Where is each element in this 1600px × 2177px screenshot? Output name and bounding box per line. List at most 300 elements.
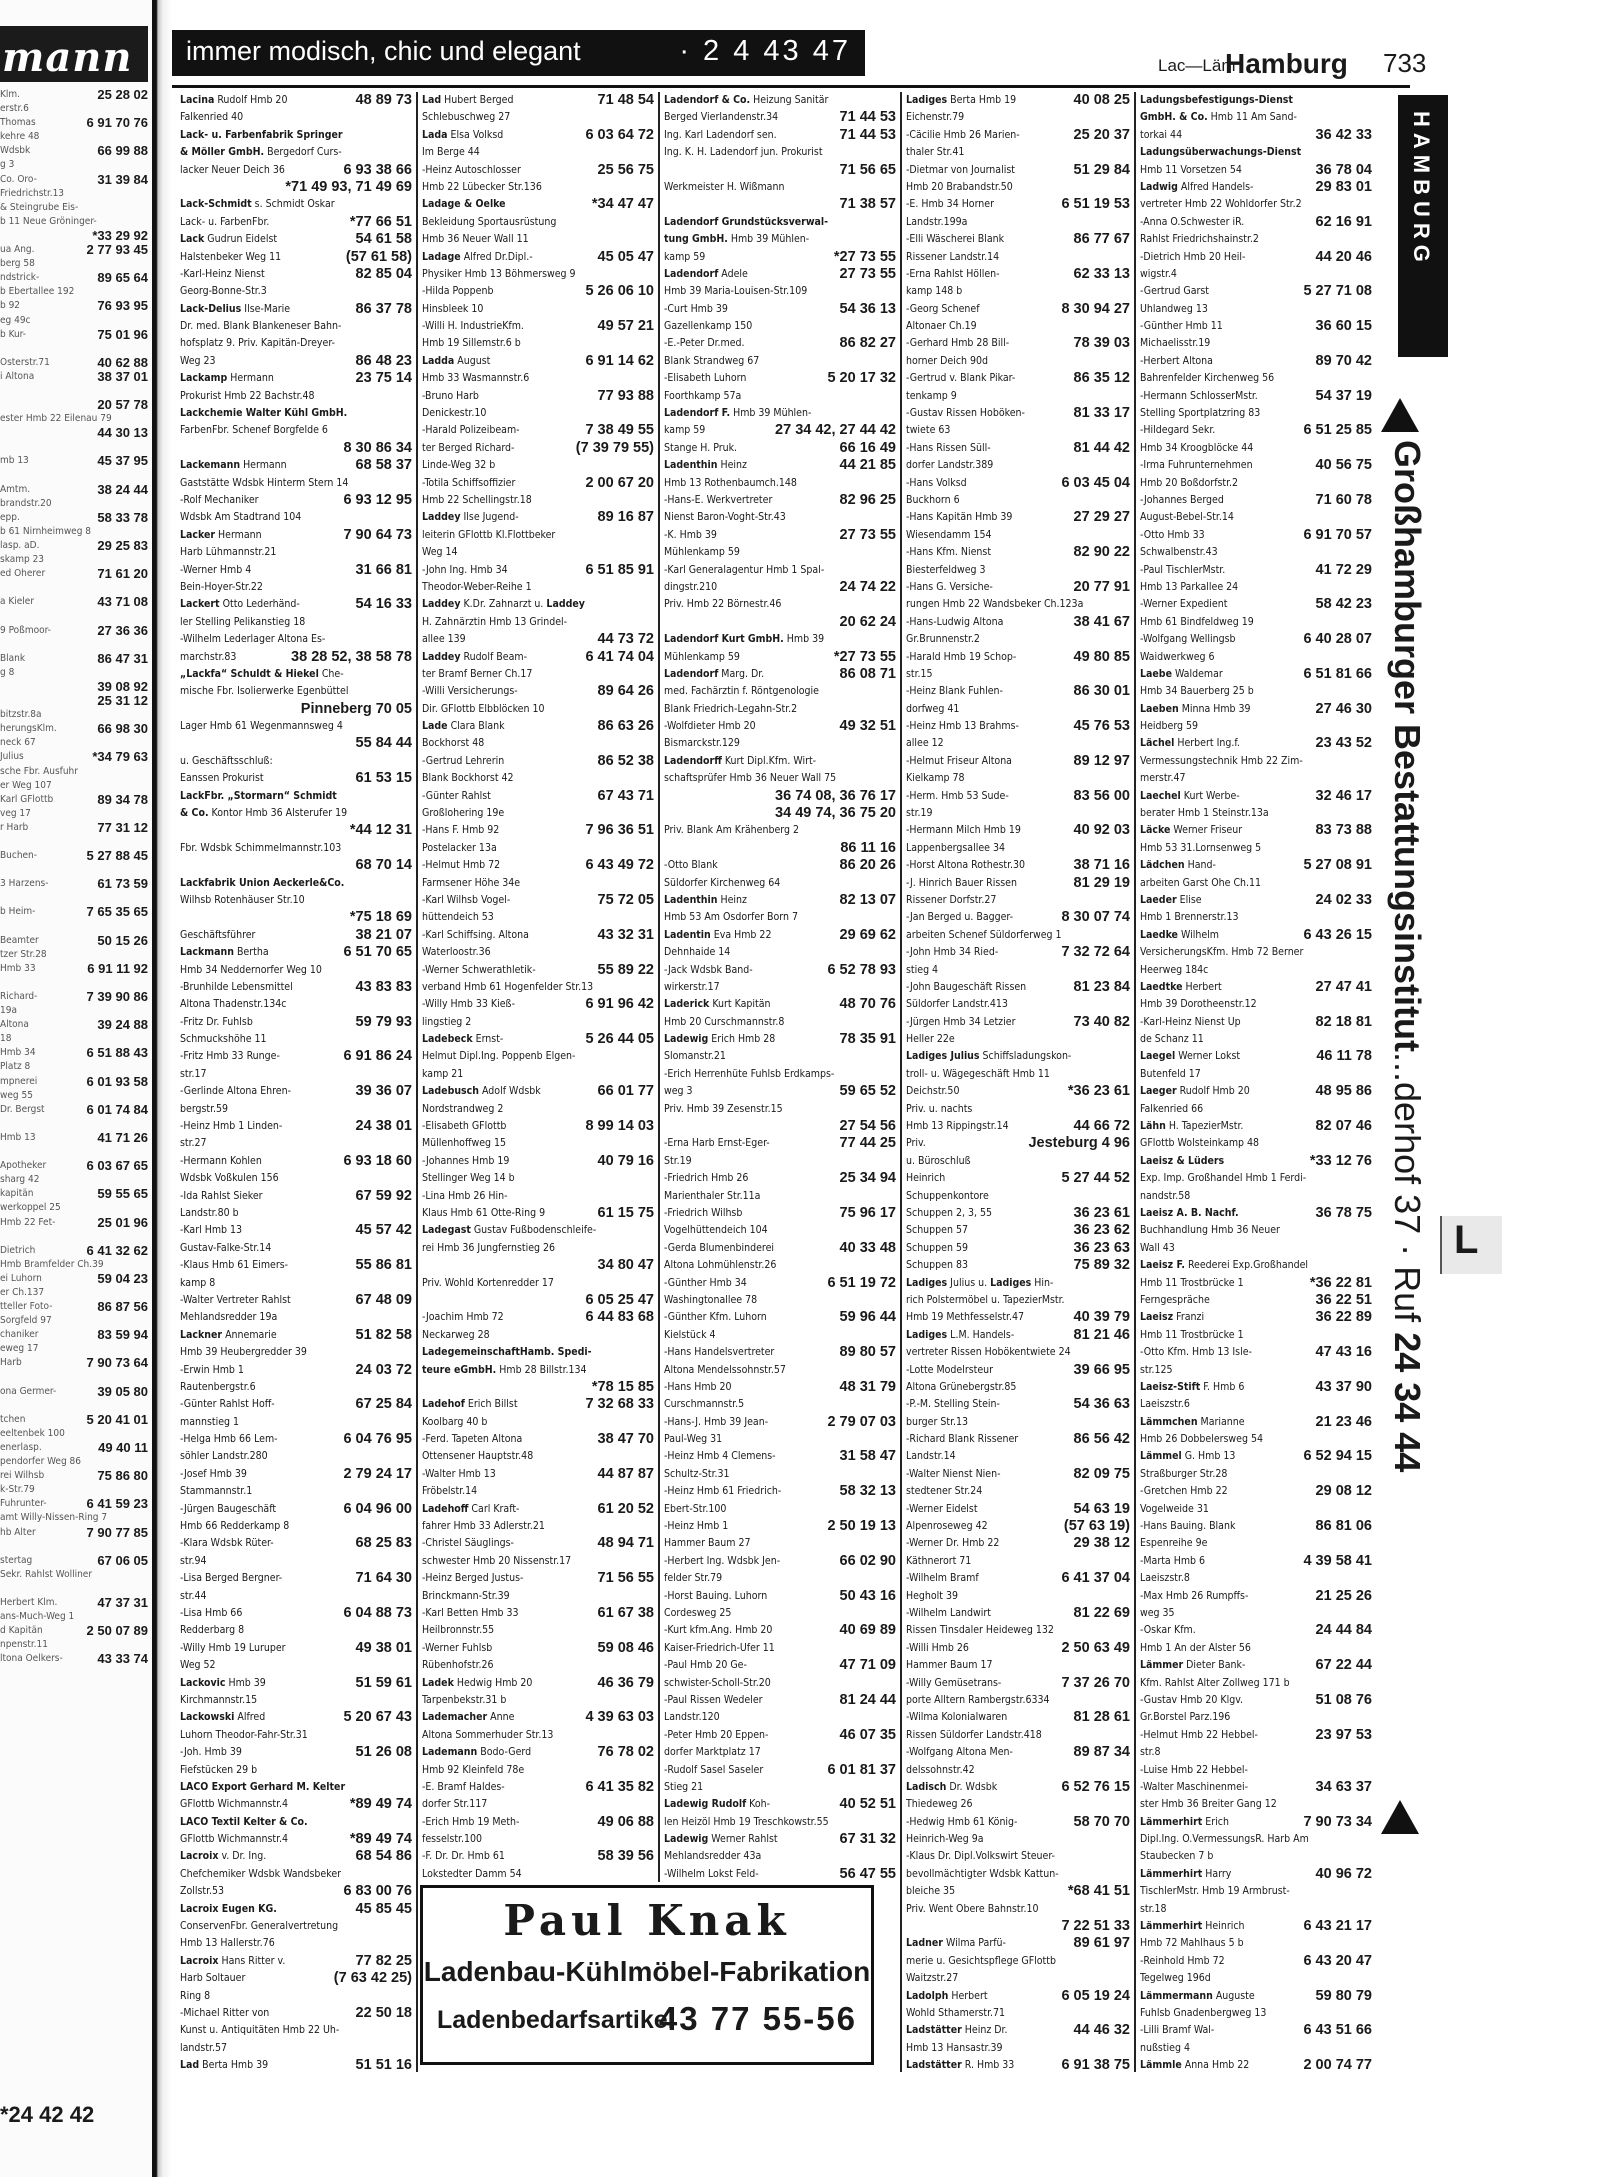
entry-text: Lacroix Eugen KG. [180, 1902, 277, 1915]
entry-phone-number: 40 52 51 [837, 1796, 896, 1813]
left-entry-text: Osterstr.71 [0, 356, 50, 368]
entry-phone-number: 54 36 63 [1071, 1396, 1130, 1413]
left-page-entry [0, 595, 148, 609]
left-page-entry [0, 1328, 148, 1342]
entry-text: Schuppenkontore [906, 1189, 989, 1202]
left-page-entry [0, 1427, 148, 1441]
left-page-entry [0, 102, 148, 116]
directory-entry [178, 1901, 414, 1918]
directory-entry [420, 335, 656, 352]
directory-entry [904, 962, 1132, 979]
entry-phone-number: 4 39 58 41 [1300, 1553, 1372, 1570]
entry-text: Wdsbk Voßkulen 156 [180, 1172, 279, 1185]
entry-text: -Günther Hmb 34 [664, 1276, 747, 1289]
entry-text: -Karl-Heinz Nienst Up [1140, 1015, 1241, 1028]
directory-entry [1138, 1031, 1374, 1048]
directory-entry [1138, 388, 1374, 405]
entry-text: -Günter Rahlst [422, 789, 491, 802]
entry-text: -Otto Hmb 33 [1140, 528, 1205, 541]
left-page-entry [0, 1187, 148, 1201]
left-page-banner [0, 26, 148, 82]
left-page-entry [0, 1018, 148, 1032]
entry-phone-number: 6 41 74 04 [582, 649, 654, 666]
entry-phone-number: 6 41 35 82 [582, 1779, 654, 1796]
directory-entry [1138, 1831, 1374, 1848]
entry-text: Hmb 13 Parkallee 24 [1140, 580, 1239, 593]
entry-text: Ferngespräche [1140, 1293, 1210, 1306]
entry-phone-number: 67 22 44 [1313, 1657, 1372, 1674]
entry-phone-number: 68 70 14 [353, 857, 412, 874]
entry-text: Hmb 20 Curschmannstr.8 [664, 1015, 785, 1028]
entry-text: Espenreihe 9e [1140, 1537, 1208, 1550]
entry-text: Hmb 11 Trostbrücke 1 [1140, 1276, 1244, 1289]
directory-entry [662, 1135, 898, 1152]
directory-entry [662, 562, 898, 579]
entry-text: landstr.57 [180, 2041, 227, 2054]
directory-entry [420, 1135, 656, 1152]
directory-entry [1138, 1379, 1374, 1396]
directory-entry [178, 892, 414, 909]
left-page-entry [0, 680, 148, 694]
directory-entry [420, 440, 656, 457]
directory-entry [178, 509, 414, 526]
entry-text: -Elisabeth GFlottb [422, 1120, 507, 1133]
column-divider [416, 92, 418, 2072]
entry-phone-number: 86 11 16 [837, 840, 896, 857]
directory-entry [1138, 909, 1374, 926]
directory-entry [178, 318, 414, 335]
entry-text: -Fritz Dr. Fuhlsb [180, 1015, 253, 1028]
directory-entry [662, 353, 898, 370]
entry-text: -Ida Rahlst Sieker [180, 1189, 263, 1202]
directory-entry [662, 1362, 898, 1379]
directory-entry [662, 909, 898, 926]
left-page-entry [0, 722, 148, 736]
entry-phone-number: 71 44 53 [837, 127, 896, 144]
directory-entry [662, 927, 898, 944]
entry-phone-number: 6 52 76 15 [1058, 1779, 1130, 1796]
directory-entry [662, 405, 898, 422]
entry-phone-number: 48 95 86 [1313, 1083, 1372, 1100]
entry-text: Fbr. Wdsbk Schimmelmannstr.103 [180, 841, 342, 854]
entry-text: Laebe Waldemar [1140, 667, 1223, 680]
directory-entry [178, 1396, 414, 1413]
left-entry-text: neck 67 [0, 737, 36, 749]
entry-phone-number: (7 39 79 55) [573, 440, 654, 457]
entry-phone-number: 6 05 19 24 [1058, 1988, 1130, 2005]
entry-text: Ring 8 [180, 1989, 211, 2002]
entry-phone-number: 6 43 26 15 [1300, 927, 1372, 944]
directory-entry [904, 1692, 1132, 1709]
left-entry-text: ed Oherer [0, 568, 46, 580]
left-page-entry [0, 1089, 148, 1103]
directory-entry [904, 1814, 1132, 1831]
entry-text: Lämmchen Marianne [1140, 1415, 1245, 1428]
entry-text: Gustav-Falke-Str.14 [180, 1241, 272, 1254]
directory-entry [904, 701, 1132, 718]
left-entry-phone-number: 38 24 44 [97, 482, 148, 497]
left-page-entry [0, 130, 148, 144]
directory-entry [178, 1153, 414, 1170]
entry-phone-number: 20 62 24 [837, 614, 896, 631]
directory-entry [1138, 1796, 1374, 1813]
entry-phone-number: 86 35 12 [1071, 370, 1130, 387]
left-page-entry [0, 1046, 148, 1060]
entry-phone-number: 59 96 44 [837, 1309, 896, 1326]
entry-text: Lackamp Hermann [180, 372, 274, 385]
entry-text: -Joh. Hmb 39 [180, 1746, 242, 1759]
entry-text: -Willy Gemüsetrans- [906, 1676, 1002, 1689]
entry-phone-number: 40 56 75 [1313, 457, 1372, 474]
directory-entry [662, 1448, 898, 1465]
entry-text: Waitzstr.27 [906, 1972, 959, 1985]
entry-text: Rissen Süldorfer Landstr.418 [906, 1728, 1042, 1741]
left-page-entry [0, 1624, 148, 1638]
left-page-entry [0, 1272, 148, 1286]
entry-text: -Helga Hmb 66 Lem- [180, 1433, 278, 1446]
left-page-entry [0, 1385, 148, 1399]
ad-line-2: Ladenbedarfsartikel [437, 2006, 675, 2034]
entry-text: -Gertrud Lehrerin [422, 754, 505, 767]
directory-entry [420, 944, 656, 961]
directory-entry [178, 1970, 414, 1987]
entry-phone-number: 82 13 07 [837, 892, 896, 909]
directory-entry [420, 422, 656, 439]
entry-text: leiterin GFlottb Kl.Flottbeker [422, 528, 556, 541]
directory-entry [178, 944, 414, 961]
entry-text: Thiedeweg 26 [906, 1798, 973, 1811]
entry-phone-number: 81 24 44 [837, 1692, 896, 1709]
entry-phone-number: 81 21 46 [1071, 1327, 1130, 1344]
directory-entry [1138, 109, 1374, 126]
directory-entry [178, 1605, 414, 1622]
directory-entry [662, 1101, 898, 1118]
entry-text: Ladage & Oelke [422, 198, 506, 211]
entry-phone-number: 27 47 41 [1313, 979, 1372, 996]
entry-text: Harb Lühmannstr.21 [180, 546, 277, 559]
directory-entry [662, 492, 898, 509]
directory-entry [904, 388, 1132, 405]
left-page-entry [0, 976, 148, 990]
left-entry-text: g 8 [0, 666, 15, 678]
entry-text: Wilhsb Rotenhäuser Str.10 [180, 893, 305, 906]
left-entry-text: Harb [0, 1357, 22, 1369]
entry-text: -E. Bramf Haldes- [422, 1780, 505, 1793]
directory-column-4 [904, 92, 1132, 2077]
left-entry-text: Friedrichstr.13 [0, 187, 65, 199]
entry-text: Deichstr.50 [906, 1085, 960, 1098]
directory-entry [904, 753, 1132, 770]
directory-entry [904, 1292, 1132, 1309]
entry-phone-number: 82 85 04 [353, 266, 412, 283]
directory-entry [662, 509, 898, 526]
entry-phone-number: 6 41 37 04 [1058, 1570, 1130, 1587]
directory-entry [420, 1153, 656, 1170]
directory-entry [1138, 1866, 1374, 1883]
directory-entry [662, 857, 898, 874]
entry-text: -Karl Schiffsing. Altona [422, 928, 529, 941]
entry-text: -Johannes Berged [1140, 493, 1224, 506]
directory-entry [904, 266, 1132, 283]
entry-text: -Werner Dr. Hmb 22 [906, 1537, 1000, 1550]
directory-entry [662, 1170, 898, 1187]
directory-entry [662, 596, 898, 613]
entry-text: -Wilhelm Bramf [906, 1572, 979, 1585]
entry-text: tenkamp 9 [906, 389, 957, 402]
directory-entry [420, 1727, 656, 1744]
directory-entry [178, 1188, 414, 1205]
entry-text: Lächel Herbert Ing.f. [1140, 737, 1240, 750]
left-entry-text: Herbert Klm. [0, 1597, 58, 1609]
entry-text: Lademacher Anne [422, 1711, 515, 1724]
entry-text: Hmb 36 Neuer Wall 11 [422, 233, 529, 246]
entry-text: Werkmeister H. Wißmann [664, 180, 785, 193]
directory-entry [420, 1188, 656, 1205]
directory-entry [904, 1553, 1132, 1570]
entry-phone-number: 86 81 06 [1313, 1518, 1372, 1535]
entry-text: ter Bramf Berner Ch.17 [422, 667, 533, 680]
entry-text: -Willy Hmb 33 Kieß- [422, 998, 516, 1011]
entry-text: -Hermann Kohlen [180, 1154, 262, 1167]
left-entry-text: Hmb 33 [0, 962, 36, 974]
directory-entry [1138, 1188, 1374, 1205]
entry-text: -Günther Hmb 11 [1140, 320, 1223, 333]
entry-text: -Walter Maschinenmei- [1140, 1780, 1248, 1793]
entry-phone-number: 23 43 52 [1313, 735, 1372, 752]
directory-entry [662, 1675, 898, 1692]
entry-text: Chefchemiker Wdsbk Wandsbeker [180, 1867, 342, 1880]
directory-entry [1138, 735, 1374, 752]
entry-phone-number: 67 43 71 [595, 788, 654, 805]
directory-entry [1138, 2040, 1374, 2057]
entry-text: Gr.Brunnenstr.2 [906, 633, 980, 646]
directory-entry [904, 1083, 1132, 1100]
entry-text: berater Hmb 1 Steinstr.13a [1140, 807, 1269, 820]
directory-entry [420, 962, 656, 979]
entry-text: Laddey K.Dr. Zahnarzt u. Laddey [422, 598, 585, 611]
directory-entry [420, 1014, 656, 1031]
left-entry-text: hb Alter [0, 1526, 36, 1538]
directory-entry [662, 196, 898, 213]
directory-entry [1138, 1744, 1374, 1761]
entry-phone-number: 24 38 01 [353, 1118, 412, 1135]
entry-text: -Elli Wäscherei Blank [906, 233, 1005, 246]
directory-entry [904, 1918, 1132, 1935]
entry-text: -Lotte Modelrsteur [906, 1363, 994, 1376]
page-name-range: Lac—Läm [1158, 56, 1236, 75]
header-rule [172, 85, 1410, 88]
directory-entry [420, 179, 656, 196]
directory-entry [662, 962, 898, 979]
directory-entry [1138, 840, 1374, 857]
entry-text: str.15 [906, 667, 933, 680]
entry-phone-number: 59 65 52 [837, 1083, 896, 1100]
entry-text: str.8 [1140, 1746, 1161, 1759]
directory-entry [662, 1779, 898, 1796]
entry-text: schwister-Scholl-Str.20 [664, 1676, 771, 1689]
entry-text: -Günter Rahlst Hoff- [180, 1398, 275, 1411]
directory-entry [662, 1535, 898, 1552]
entry-phone-number: 41 72 29 [1313, 562, 1372, 579]
entry-text: -Anna O.Schwester iR. [1140, 215, 1245, 228]
entry-text: arbeiten Schenef Süldorferweg 1 [906, 928, 1062, 941]
entry-phone-number: 71 56 55 [595, 1570, 654, 1587]
directory-entry [178, 1327, 414, 1344]
directory-entry [662, 475, 898, 492]
directory-entry [904, 927, 1132, 944]
entry-text: Laeiszstr.8 [1140, 1572, 1190, 1585]
entry-text: -Dietrich Hmb 20 Heil- [1140, 250, 1246, 263]
entry-text: -Josef Hmb 39 [180, 1467, 247, 1480]
entry-text: Laechel Kurt Werbe- [1140, 789, 1240, 802]
directory-entry [420, 249, 656, 266]
entry-text: -Karl-Heinz Nienst [180, 267, 265, 280]
entry-phone-number: 68 25 83 [353, 1535, 412, 1552]
entry-text: Schuppen 57 [906, 1224, 968, 1237]
left-entry-text: brandstr.20 [0, 497, 52, 509]
left-entry-text: ei Luhorn [0, 1272, 42, 1284]
left-entry-text: ona Germer- [0, 1385, 57, 1397]
entry-text: -E.-Peter Dr.med. [664, 337, 745, 350]
directory-entry [904, 422, 1132, 439]
entry-text: stedtener Str.24 [906, 1485, 983, 1498]
entry-phone-number: 21 25 26 [1313, 1588, 1372, 1605]
directory-entry [178, 249, 414, 266]
entry-text: bleiche 35 [906, 1885, 956, 1898]
entry-text: twiete 63 [906, 424, 951, 437]
left-entry-phone-number: 66 99 88 [97, 144, 148, 159]
entry-phone-number: *27 73 55 [831, 249, 896, 266]
entry-text: Redderbarg 8 [180, 1624, 245, 1637]
left-page-entry [0, 201, 148, 215]
entry-phone-number: 77 93 88 [595, 388, 654, 405]
directory-entry [1138, 805, 1374, 822]
entry-text: Priv. [906, 1137, 926, 1150]
entry-text: Wdsbk Am Stadtrand 104 [180, 511, 302, 524]
entry-phone-number: 6 51 19 72 [824, 1275, 896, 1292]
directory-entry [904, 1935, 1132, 1952]
directory-entry [420, 405, 656, 422]
entry-text: -Wolfdieter Hmb 20 [664, 720, 756, 733]
directory-entry [420, 1396, 656, 1413]
entry-text: -Rolf Mechaniker [180, 493, 259, 506]
directory-entry [1138, 1727, 1374, 1744]
entry-text: Priv. Hmb 22 Börnestr.46 [664, 598, 782, 611]
entry-phone-number: 2 50 63 49 [1058, 1640, 1130, 1657]
entry-phone-number: 44 21 85 [837, 457, 896, 474]
entry-text: -Irma Fuhrunternehmen [1140, 459, 1253, 472]
directory-entry [904, 2040, 1132, 2057]
directory-entry [1138, 283, 1374, 300]
left-page-entry [0, 1230, 148, 1244]
entry-text: Heilbronnstr.55 [422, 1624, 495, 1637]
entry-text: ConservenFbr. Generalvertretung [180, 1920, 339, 1933]
left-page-entry [0, 299, 148, 313]
directory-entry [1138, 701, 1374, 718]
directory-entry [178, 1014, 414, 1031]
directory-entry [1138, 979, 1374, 996]
left-page-entry [0, 173, 148, 187]
directory-entry [420, 718, 656, 735]
directory-entry [662, 579, 898, 596]
entry-phone-number: 38 47 70 [595, 1431, 654, 1448]
entry-text: GFlottb Wichmannstr.4 [180, 1798, 288, 1811]
entry-text: Waterloostr.36 [422, 946, 491, 959]
entry-text: LACO Textil Kelter & Co. [180, 1815, 308, 1828]
entry-text: nußstieg 4 [1140, 2041, 1190, 2054]
directory-entry [420, 1327, 656, 1344]
directory-entry [904, 1570, 1132, 1587]
entry-text: Ladage Alfred Dr.Dipl.- [422, 250, 533, 263]
entry-text: Hmb 20 Boßdorfstr.2 [1140, 476, 1239, 489]
directory-entry [1138, 1066, 1374, 1083]
left-page-entry [0, 525, 148, 539]
left-page-entry [0, 920, 148, 934]
directory-entry [420, 266, 656, 283]
directory-entry [1138, 1657, 1374, 1674]
entry-phone-number: 51 08 76 [1313, 1692, 1372, 1709]
entry-text: -Klaus Dr. Dipl.Volkswirt Steuer- [906, 1850, 1055, 1863]
directory-entry [1138, 1083, 1374, 1100]
entry-text: Hmb 11 Trostbrücke 1 [1140, 1328, 1244, 1341]
directory-entry [904, 231, 1132, 248]
entry-text: Postelacker 13a [422, 841, 497, 854]
directory-entry [904, 631, 1132, 648]
entry-phone-number: 83 73 88 [1313, 822, 1372, 839]
entry-text: -Günther Kfm. Luhorn [664, 1311, 767, 1324]
left-page-entry [0, 342, 148, 356]
entry-phone-number: 7 37 26 70 [1058, 1675, 1130, 1692]
left-page-entry [0, 948, 148, 962]
entry-text: -Karl Hmb 13 [180, 1224, 243, 1237]
directory-entry [420, 1048, 656, 1065]
entry-text: marchstr.83 [180, 650, 237, 663]
entry-phone-number: 36 78 04 [1313, 162, 1372, 179]
entry-text: Michaelisstr.19 [1140, 337, 1211, 350]
entry-phone-number: 6 93 38 66 [340, 162, 412, 179]
entry-text: fesselstr.100 [422, 1833, 482, 1846]
directory-entry [662, 1292, 898, 1309]
entry-phone-number: 7 38 49 55 [582, 422, 654, 439]
entry-text: Linde-Weg 32 b [422, 459, 496, 472]
entry-text: Priv. Hmb 39 Zesenstr.15 [664, 1102, 783, 1115]
entry-text: -Erwin Hmb 1 [180, 1363, 244, 1376]
entry-text: burger Str.13 [906, 1415, 969, 1428]
entry-text: -Lina Hmb 26 Hin- [422, 1189, 508, 1202]
directory-entry [178, 1535, 414, 1552]
entry-phone-number: 6 51 81 66 [1300, 666, 1372, 683]
entry-text: -Lilli Bramf Wal- [1140, 2024, 1215, 2037]
directory-entry [1138, 962, 1374, 979]
directory-entry [420, 492, 656, 509]
entry-text: Butenfeld 17 [1140, 1067, 1201, 1080]
directory-entry [904, 1727, 1132, 1744]
entry-text: -Hedwig Hmb 61 König- [906, 1815, 1018, 1828]
entry-text: Geschäftsführer [180, 928, 256, 941]
entry-text: -Willy Hmb 19 Luruper [180, 1641, 286, 1654]
directory-entry [662, 718, 898, 735]
directory-entry [178, 805, 414, 822]
entry-text: Bismarckstr.129 [664, 737, 740, 750]
entry-text: -Ferd. Tapeten Altona [422, 1433, 523, 1446]
entry-text: -Jürgen Baugeschäft [180, 1502, 277, 1515]
left-page-entry [0, 1075, 148, 1089]
left-entry-phone-number: 50 15 26 [97, 933, 148, 948]
directory-entry [662, 1396, 898, 1413]
entry-text: -Werner Fuhlsb [422, 1641, 493, 1654]
directory-entry [904, 1031, 1132, 1048]
entry-phone-number: 7 96 36 51 [582, 822, 654, 839]
